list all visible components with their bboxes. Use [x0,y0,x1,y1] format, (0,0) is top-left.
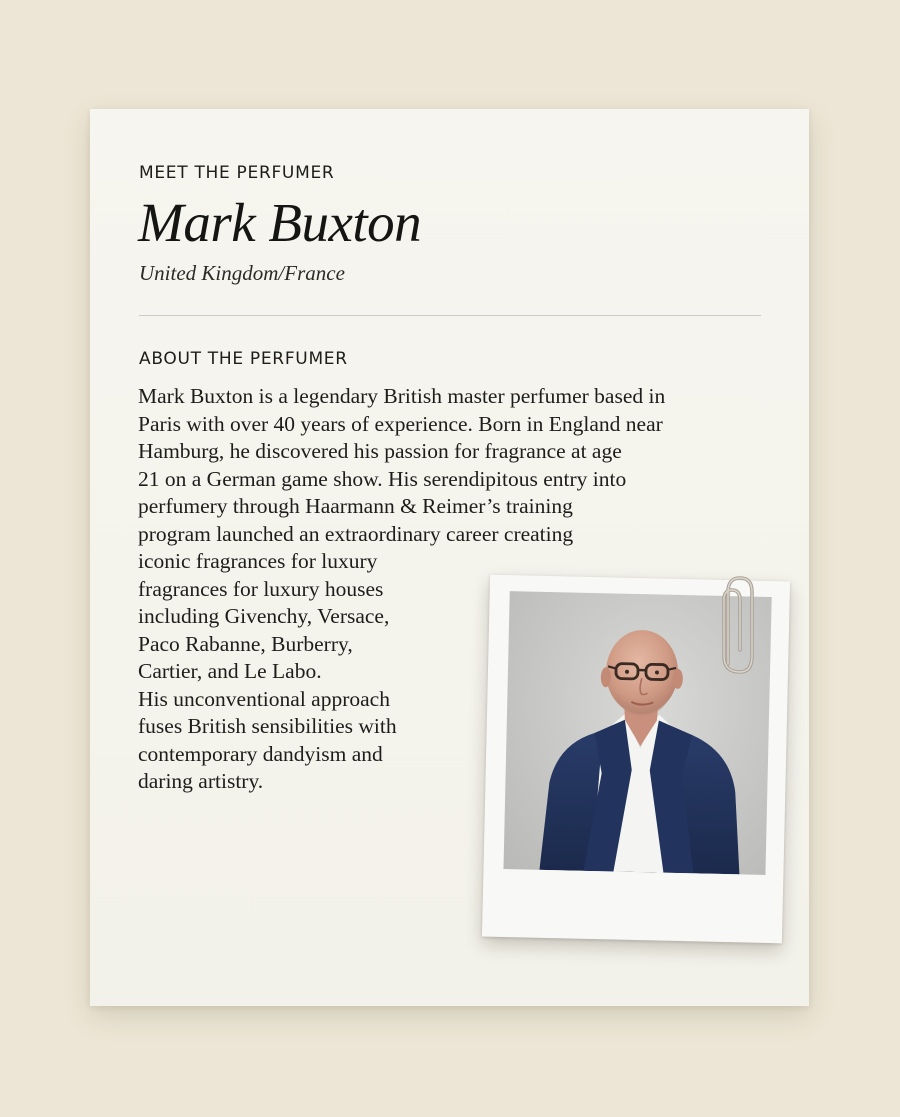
section-kicker: MEET THE PERFUMER [139,163,335,183]
bio-line: Paco Rabanne, Burberry, [138,631,353,656]
bio-line: daring artistry. [138,769,264,793]
paperclip-icon [714,572,758,678]
bio-line: Cartier, and Le Labo. [138,659,322,683]
perfumer-name: Mark Buxton [138,192,422,253]
bio-line: program launched an extraordinary career creating [138,521,574,546]
bio-line: perfumery through Haarmann & Reimer’s training [138,494,573,518]
divider [139,315,761,316]
bio-line: iconic fragrances for luxury [138,549,378,573]
bio-line: Hamburg, he discovered his passion for fragrance at age [138,439,622,463]
bio-line: Mark Buxton is a legendary British master perfumer based in [138,384,666,408]
bio-line: contemporary dandyism and [138,741,383,766]
bio-line: fragrances for luxury houses [138,576,384,601]
bio-line: fuses British sensibilities with [138,714,397,738]
bio-line: 21 on a German game show. His serendipitous entry into [138,466,627,491]
bio-line: Paris with over 40 years of experience. Born in England near [138,411,663,436]
bio-line: including Givenchy, Versace, [138,604,390,628]
bio-line: His unconventional approach [138,686,390,711]
about-heading: ABOUT THE PERFUMER [139,349,348,369]
perfumer-location: United Kingdom/France [139,261,345,285]
